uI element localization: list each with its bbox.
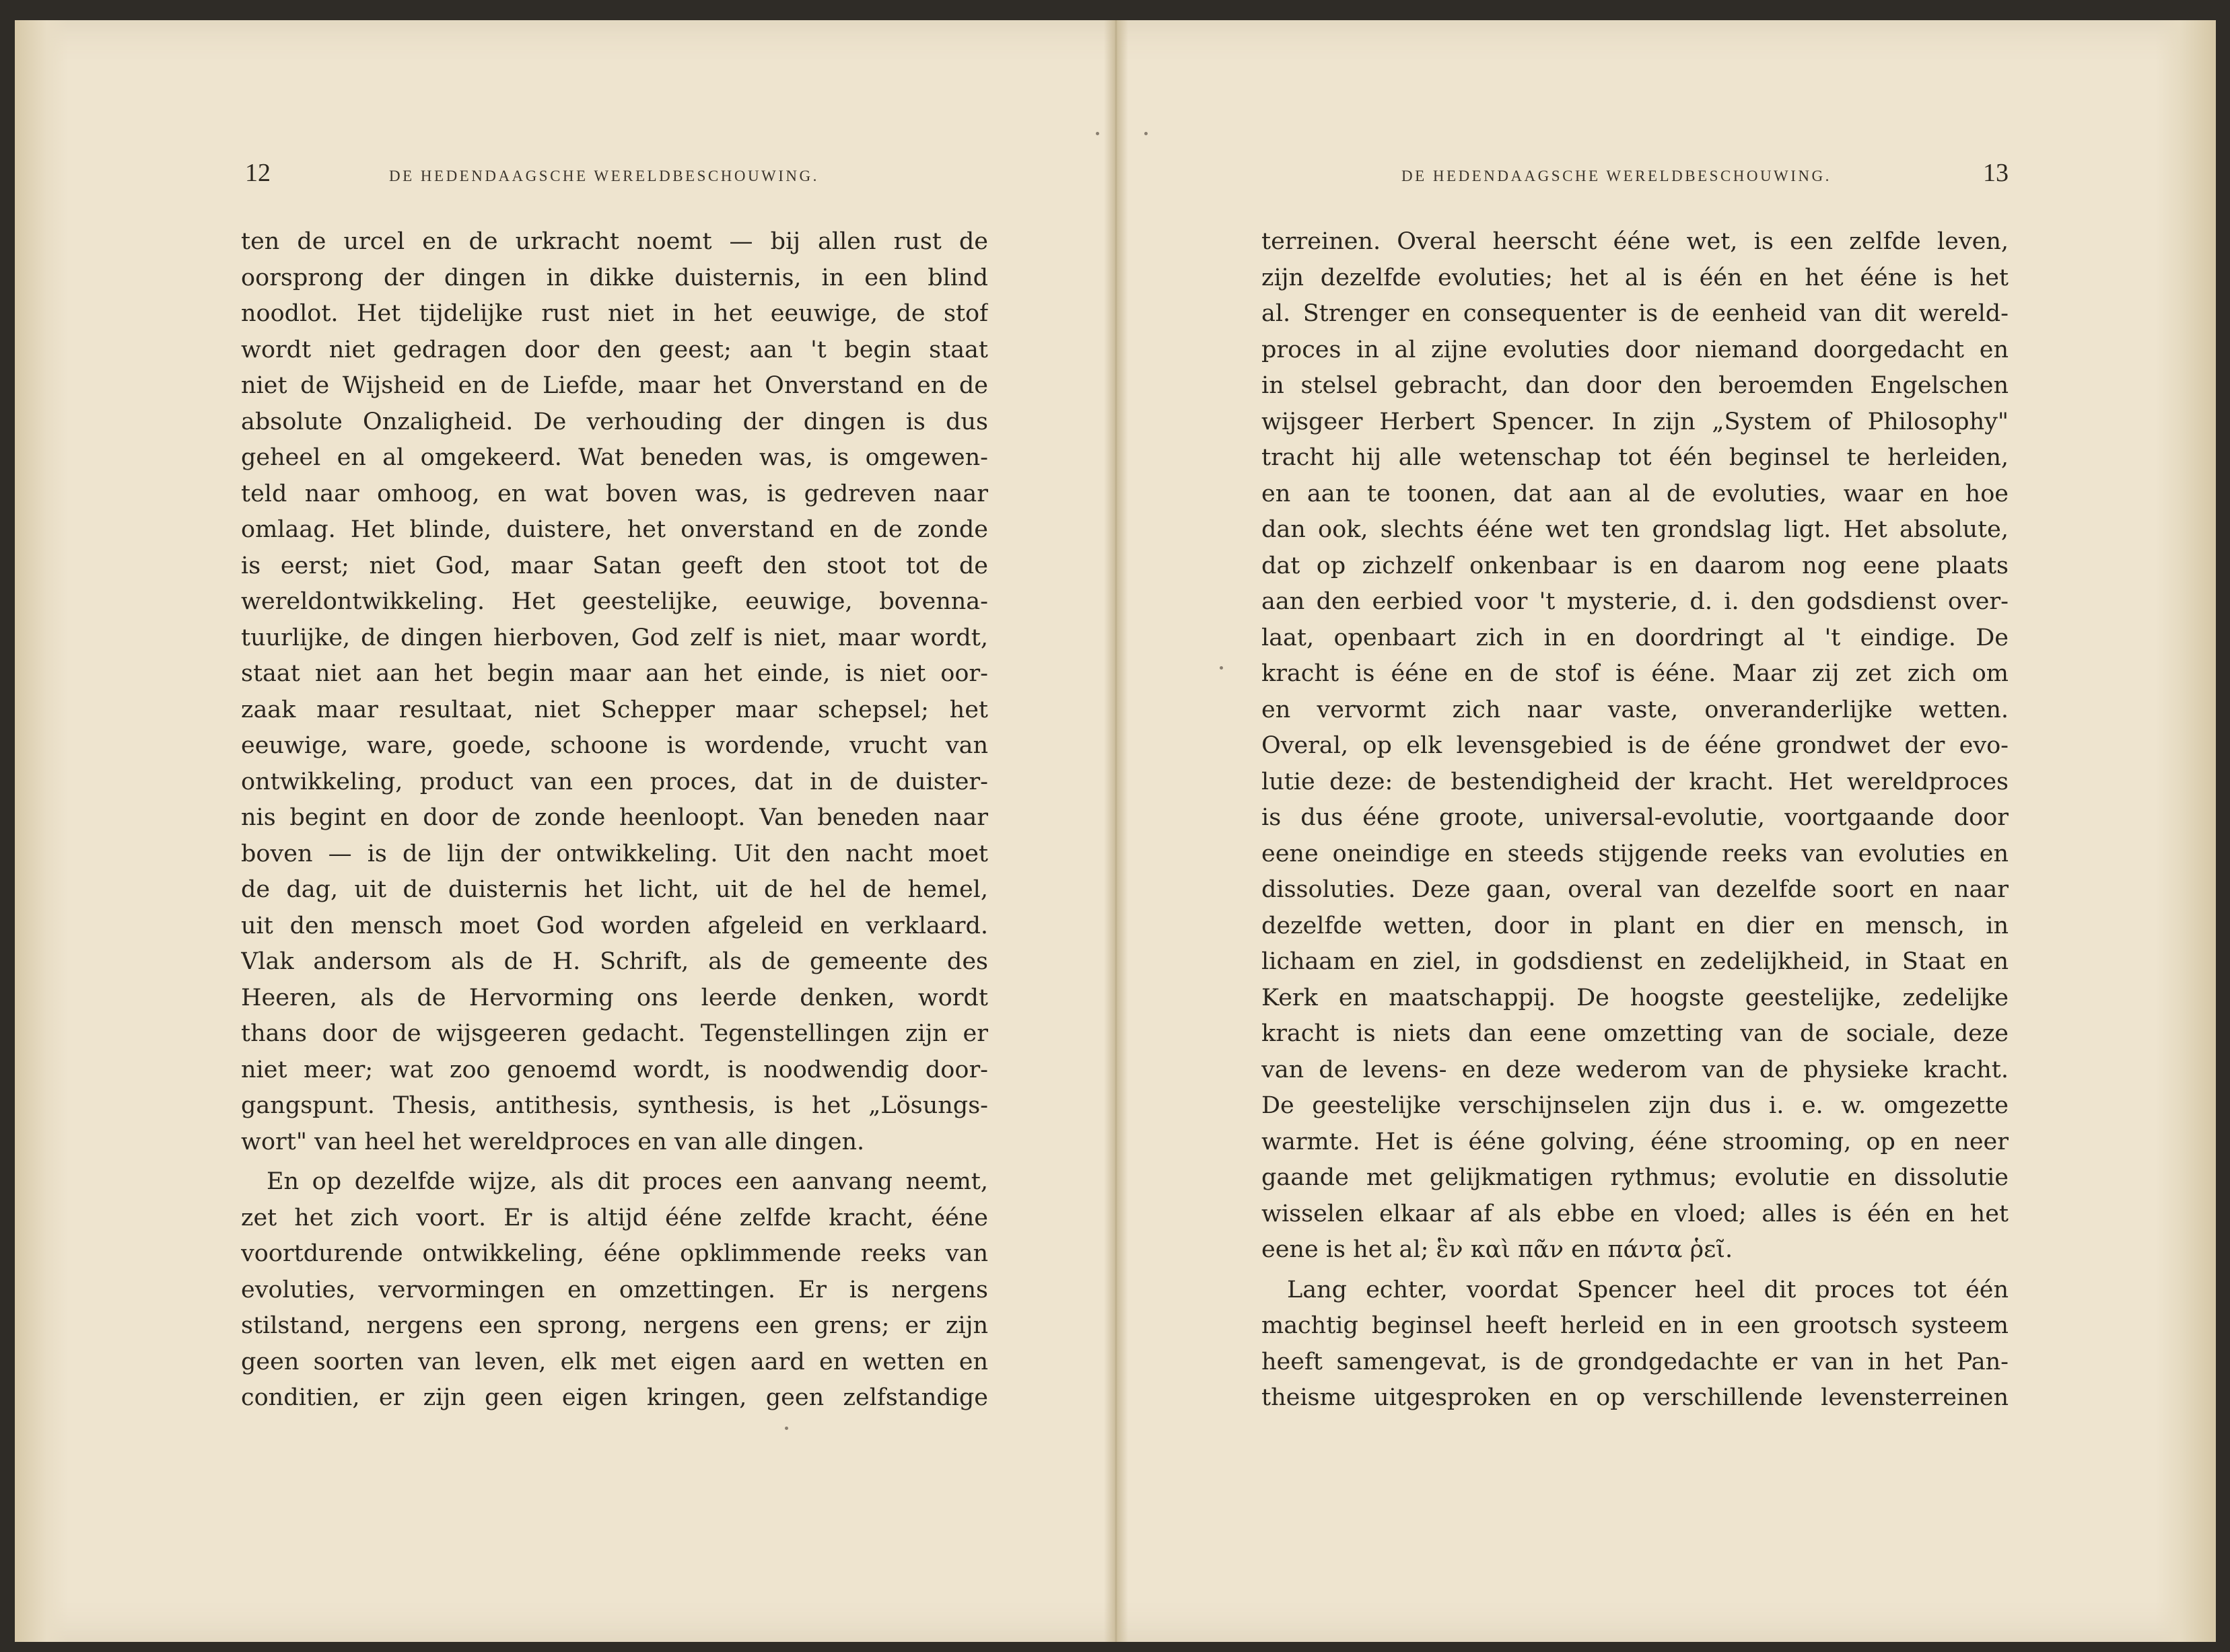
paper-speck: [1096, 132, 1099, 135]
text-line: gaande met gelijkmatigen rythmus; evolutie en dissolutie: [1261, 1164, 2009, 1191]
text-line: de dag, uit de duisternis het licht, uit de hel de hemel,: [241, 876, 988, 903]
text-line: boven — is de lijn der ontwikkeling. Uit den nacht moet: [241, 840, 988, 867]
text-line: omlaag. Het blinde, duistere, het onverstand en de zonde: [241, 516, 988, 543]
text-line: wordt niet gedragen door den geest; aan 't begin staat: [241, 336, 988, 363]
text-line: Vlak andersom als de H. Schrift, als de gemeente des: [241, 948, 988, 975]
text-line: wisselen elkaar af als ebbe en vloed; alles is één en het: [1261, 1200, 2009, 1227]
right-page-edge: [2155, 20, 2216, 1642]
paper-speck: [1220, 666, 1223, 670]
text-line: van de levens- en deze wederom van de physieke kracht.: [1261, 1056, 2009, 1083]
text-line: En op dezelfde wijze, als dit proces een aanvang neemt,: [267, 1168, 988, 1195]
text-line: dissoluties. Deze gaan, overal van dezelfde soort en naar: [1261, 876, 2009, 903]
text-line: wijsgeer Herbert Spencer. In zijn „System of Philosophy": [1261, 408, 2009, 435]
text-line: noodlot. Het tijdelijke rust niet in het eeuwige, de stof: [241, 300, 988, 327]
text-line: terreinen. Overal heerscht ééne wet, is een zelfde leven,: [1261, 228, 2009, 255]
text-line: eene oneindige en steeds stijgende reeks van evoluties en: [1261, 840, 2009, 867]
paper-speck: [1144, 132, 1148, 135]
text-line: ontwikkeling, product van een proces, dat in de duister-: [241, 768, 988, 795]
text-line: warmte. Het is ééne golving, ééne strooming, op en neer: [1261, 1128, 2009, 1155]
text-line: niet meer; wat zoo genoemd wordt, is noodwendig door-: [241, 1056, 988, 1083]
text-line: conditien, er zijn geen eigen kringen, geen zelfstandige: [241, 1384, 988, 1411]
text-line: proces in al zijne evoluties door niemand doorgedacht en: [1261, 336, 2009, 363]
text-line: heeft samengevat, is de grondgedachte er van in het Pan-: [1261, 1348, 2009, 1375]
text-line: Lang echter, voordat Spencer heel dit proces tot één: [1287, 1276, 2009, 1303]
text-line: Kerk en maatschappij. De hoogste geestelijke, zedelijke: [1261, 984, 2009, 1011]
right-page: [1261, 158, 2009, 1416]
text-line: is eerst; niet God, maar Satan geeft den stoot tot de: [241, 552, 988, 579]
left-page-edge: [15, 20, 69, 1642]
text-line: machtig beginsel heeft herleid en in een grootsch systeem: [1261, 1312, 2009, 1339]
text-line: eene is het al; ἓν καὶ πᾶν en πάντα ῥεῖ.: [1261, 1236, 1733, 1263]
right-page-text: [1261, 224, 2009, 1416]
left-page-text: [241, 224, 988, 1416]
right-running-head: DE HEDENDAAGSCHE WERELDBESCHOUWING.: [1401, 168, 1832, 184]
text-line: zaak maar resultaat, niet Schepper maar schepsel; het: [241, 696, 988, 723]
text-line: staat niet aan het begin maar aan het einde, is niet oor-: [241, 660, 988, 687]
text-line: tuurlijke, de dingen hierboven, God zelf is niet, maar wordt,: [241, 624, 988, 651]
book-gutter: [1104, 20, 1128, 1642]
text-line: thans door de wijsgeeren gedacht. Tegenstellingen zijn er: [241, 1020, 988, 1047]
text-line: geen soorten van leven, elk met eigen aard en wetten en: [241, 1348, 988, 1375]
text-line: De geestelijke verschijnselen zijn dus i. e. w. omgezette: [1261, 1092, 2009, 1119]
paper-speck: [785, 1427, 788, 1430]
right-page-number: 13: [1983, 159, 2009, 187]
text-line: en aan te toonen, dat aan al de evoluties, waar en hoe: [1261, 480, 2009, 507]
text-line: eeuwige, ware, goede, schoone is wordende, vrucht van: [241, 732, 988, 759]
right-page-header: [1261, 158, 2009, 199]
text-line: Heeren, als de Hervorming ons leerde denken, wordt: [241, 984, 988, 1011]
text-line: geheel en al omgekeerd. Wat beneden was, is omgewen-: [241, 444, 988, 471]
text-line: lichaam en ziel, in godsdienst en zedelijkheid, in Staat en: [1261, 948, 2009, 975]
text-line: theisme uitgesproken en op verschillende levensterreinen: [1261, 1384, 2009, 1411]
text-line: dat op zichzelf onkenbaar is en daarom nog eene plaats: [1261, 552, 2009, 579]
text-line: niet de Wijsheid en de Liefde, maar het Onverstand en de: [241, 372, 988, 399]
text-line: absolute Onzaligheid. De verhouding der dingen is dus: [241, 408, 988, 435]
text-line: uit den mensch moet God worden afgeleid en verklaard.: [241, 912, 988, 939]
left-page-number: 12: [245, 159, 271, 187]
text-line: evoluties, vervormingen en omzettingen. Er is nergens: [241, 1276, 988, 1303]
text-line: voortdurende ontwikkeling, ééne opklimmende reeks van: [241, 1240, 988, 1267]
text-line: aan den eerbied voor 't mysterie, d. i. den godsdienst over-: [1261, 588, 2009, 615]
text-line: dezelfde wetten, door in plant en dier en mensch, in: [1261, 912, 2009, 939]
left-running-head: DE HEDENDAAGSCHE WERELDBESCHOUWING.: [389, 168, 819, 184]
text-line: dan ook, slechts ééne wet ten grondslag ligt. Het absolute,: [1261, 516, 2009, 543]
text-line: zijn dezelfde evoluties; het al is één en het ééne is het: [1261, 264, 2009, 291]
text-line: teld naar omhoog, en wat boven was, is gedreven naar: [241, 480, 988, 507]
text-line: kracht is ééne en de stof is ééne. Maar zij zet zich om: [1261, 660, 2009, 687]
text-line: en vervormt zich naar vaste, onveranderlijke wetten.: [1261, 696, 2009, 723]
text-line: Overal, op elk levensgebied is de ééne grondwet der evo-: [1261, 732, 2009, 759]
text-line: al. Strenger en consequenter is de eenheid van dit wereld-: [1261, 300, 2009, 327]
text-line: laat, openbaart zich in en doordringt al 't eindige. De: [1261, 624, 2009, 651]
text-line: wereldontwikkeling. Het geestelijke, eeuwige, bovenna-: [241, 588, 988, 615]
text-line: in stelsel gebracht, dan door den beroemden Engelschen: [1261, 372, 2009, 399]
left-page: [241, 158, 988, 1416]
text-line: stilstand, nergens een sprong, nergens een grens; er zijn: [241, 1312, 988, 1339]
text-line: lutie deze: de bestendigheid der kracht. Het wereldproces: [1261, 768, 2009, 795]
text-line: tracht hij alle wetenschap tot één beginsel te herleiden,: [1261, 444, 2009, 471]
text-line: is dus ééne groote, universal-evolutie, voortgaande door: [1261, 804, 2009, 831]
left-page-header: [241, 158, 988, 199]
text-line: kracht is niets dan eene omzetting van de sociale, deze: [1261, 1020, 2009, 1047]
text-line: oorsprong der dingen in dikke duisternis, in een blind: [241, 264, 988, 291]
text-line: nis begint en door de zonde heenloopt. Van beneden naar: [241, 804, 988, 831]
text-line: ten de urcel en de urkracht noemt — bij allen rust de: [241, 228, 988, 255]
text-line: gangspunt. Thesis, antithesis, synthesis, is het „Lösungs-: [241, 1092, 988, 1119]
text-line: wort" van heel het wereldproces en van alle dingen.: [241, 1128, 865, 1155]
text-line: zet het zich voort. Er is altijd ééne zelfde kracht, ééne: [241, 1204, 988, 1231]
